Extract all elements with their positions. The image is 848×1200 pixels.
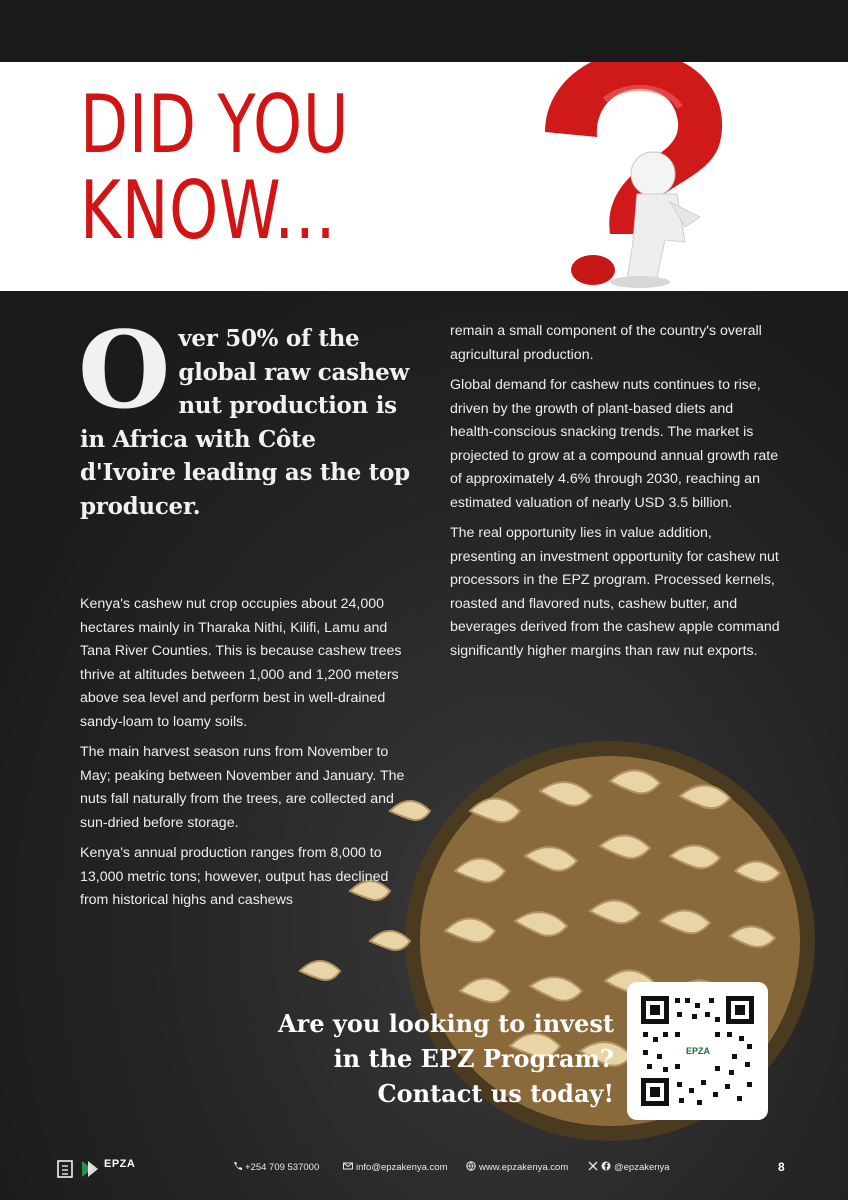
email-address: info@epzakenya.com <box>356 1162 448 1173</box>
paragraph: Kenya's annual production ranges from 8,000 to 13,000 metric tons; however, output has declined from historical highs and cashews <box>80 845 389 908</box>
email-icon <box>343 1161 353 1171</box>
right-column <box>450 320 780 670</box>
email-contact[interactable] <box>343 1161 448 1173</box>
cta-line-3: Contact us today! <box>377 1079 614 1108</box>
paragraph: Kenya's cashew nut crop occupies about 24,000 hectares mainly in Tharaka Nithi, Kilifi, Lamu and Tana River Counties. This is because cashew trees thrive at altitudes between 1,000 and 1,200 meters above sea level and perform best in well-drained sandy-loam to loamy soils. <box>80 596 402 730</box>
paragraph: remain a small component of the country's overall agricultural production. <box>450 323 762 363</box>
page-number: 8 <box>778 1160 785 1174</box>
x-social-icon <box>588 1161 598 1171</box>
top-bar <box>0 0 848 62</box>
headline-line-1: DID YOU <box>80 78 350 171</box>
cta-line-1: Are you looking to invest <box>278 1009 614 1038</box>
lead-block <box>78 307 410 523</box>
website-url: www.epzakenya.com <box>479 1162 569 1173</box>
globe-icon <box>466 1161 476 1171</box>
qr-label: EPZA <box>685 1046 711 1056</box>
call-to-action <box>214 1006 614 1111</box>
phone-number: +254 709 537000 <box>245 1162 320 1173</box>
qr-code-card[interactable] <box>627 982 768 1120</box>
did-you-know-banner <box>0 62 848 291</box>
page-headline <box>80 78 350 257</box>
qr-code-icon <box>637 992 758 1110</box>
social-contact[interactable] <box>588 1161 670 1173</box>
logo-text: EPZA <box>104 1158 136 1170</box>
paragraph: The main harvest season runs from November to May; peaking between November and January. The nuts fall naturally from the trees, are collected and sun-dried before storage. <box>80 744 405 831</box>
drop-cap: O <box>78 307 171 432</box>
website-contact[interactable] <box>466 1161 568 1173</box>
cta-line-2: in the EPZ Program? <box>333 1044 614 1073</box>
headline-line-2: KNOW... <box>80 164 337 257</box>
social-handle: @epzakenya <box>614 1162 670 1173</box>
paragraph: Global demand for cashew nuts continues to rise, driven by the growth of plant-based diets and health-conscious snacking trends. The market is projected to grow at a compound annual growth rate of approximately 4.6% through 2030, reaching an estimated valuation of nearly USD 3.5 billion. <box>450 377 779 511</box>
left-column <box>80 593 420 920</box>
lead-statement: ver 50% of the global raw cashew nut production is in Africa with Côte d'Ivoire leading as the top producer. <box>80 325 410 520</box>
question-mark-figure-icon <box>515 62 755 291</box>
facebook-icon <box>601 1161 611 1171</box>
phone-contact[interactable] <box>232 1161 319 1173</box>
footer <box>0 1150 848 1200</box>
phone-icon <box>232 1161 242 1171</box>
paragraph: The real opportunity lies in value addition, presenting an investment opportunity for cashew nut processors in the EPZ program. Processed kernels, roasted and flavored nuts, cashew butter, and beverages derived from the cashew apple command significantly higher margins than raw nut exports. <box>450 525 780 659</box>
